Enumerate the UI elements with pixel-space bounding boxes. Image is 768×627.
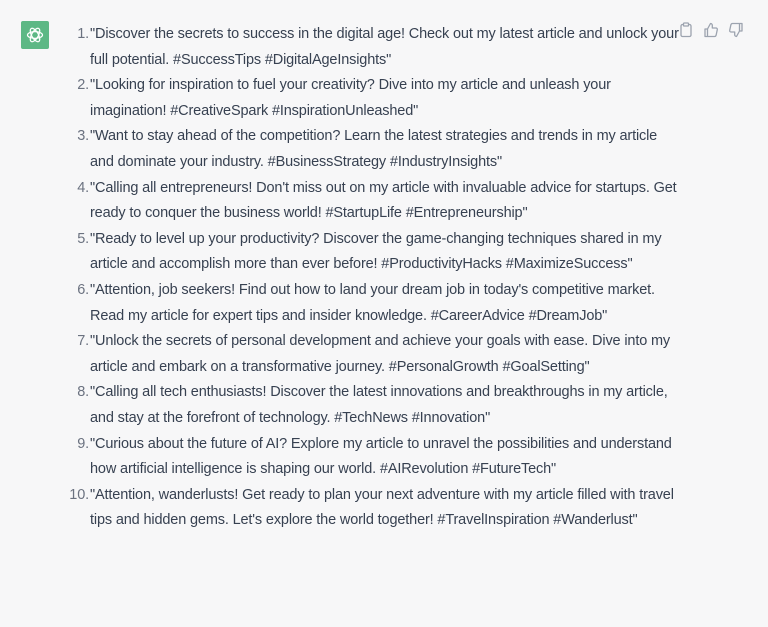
- thumbs-up-icon: [703, 22, 719, 38]
- item-text: "Ready to level up your productivity? Discover the game-changing techniques shared in my article and accomplish more than ever before! #ProductivityHacks #MaximizeSuccess": [90, 230, 662, 273]
- item-number: 3.: [77, 128, 89, 145]
- list-item: [40, 432, 680, 483]
- item-number: 1.: [77, 26, 89, 42]
- response-list: [40, 22, 680, 534]
- item-text: "Unlock the secrets of personal development and achieve your goals with ease. Dive into my article and embark on a transformative journey. #PersonalGrowth #GoalSetting": [90, 333, 671, 375]
- item-number: 9.: [77, 435, 89, 452]
- clipboard-icon: [678, 22, 694, 38]
- thumbs-up-button[interactable]: [703, 22, 719, 38]
- item-text: "Looking for inspiration to fuel your creativity? Dive into my article and unleash your imagination! #CreativeSpark #InspirationUnleashed": [90, 77, 611, 119]
- item-text: "Want to stay ahead of the competition? Learn the latest strategies and trends in my article and dominate your industry. #BusinessStrategy #IndustryInsights": [90, 128, 658, 170]
- list-item: [40, 483, 680, 534]
- item-text: "Attention, wanderlusts! Get ready to plan your next adventure with my article filled with travel tips and hidden gems. Let's explore the world together! #TravelInspiration #Wanderlust": [90, 486, 674, 529]
- item-number: 5.: [77, 230, 89, 247]
- thumbs-down-button[interactable]: [728, 22, 744, 38]
- item-number: 8.: [77, 384, 89, 401]
- item-number: 6.: [77, 281, 89, 298]
- list-item: [40, 22, 680, 73]
- item-text: "Calling all tech enthusiasts! Discover the latest innovations and breakthroughs in my article, and stay at the forefront of technology. #TechNews #Innovation": [90, 384, 668, 426]
- item-text: "Calling all entrepreneurs! Don't miss out on my article with invaluable advice for startups. Get ready to conquer the business world! #StartupLife #Entrepreneurship": [90, 179, 677, 222]
- list-item: [40, 227, 680, 278]
- list-item: [40, 73, 680, 124]
- item-text: "Discover the secrets to success in the digital age! Check out my latest article and unlock your full potential. #SuccessTips #DigitalAgeInsights": [90, 26, 679, 68]
- item-number: 2.: [77, 77, 89, 94]
- message-actions: [678, 22, 744, 38]
- thumbs-down-icon: [728, 22, 744, 38]
- item-number: 7.: [77, 333, 89, 350]
- item-number: 4.: [77, 179, 89, 196]
- list-item: [40, 176, 680, 227]
- list-item: [40, 278, 680, 329]
- list-item: [40, 380, 680, 431]
- item-text: "Curious about the future of AI? Explore my article to unravel the possibilities and understand how artificial intelligence is shaping our world. #AIRevolution #FutureTech": [90, 435, 672, 478]
- copy-button[interactable]: [678, 22, 694, 38]
- item-number: 10.: [69, 486, 89, 503]
- list-item: [40, 124, 680, 175]
- list-item: [40, 329, 680, 380]
- item-text: "Attention, job seekers! Find out how to land your dream job in today's competitive market. Read my article for expert tips and insider knowledge. #CareerAdvice #DreamJob": [90, 281, 655, 324]
